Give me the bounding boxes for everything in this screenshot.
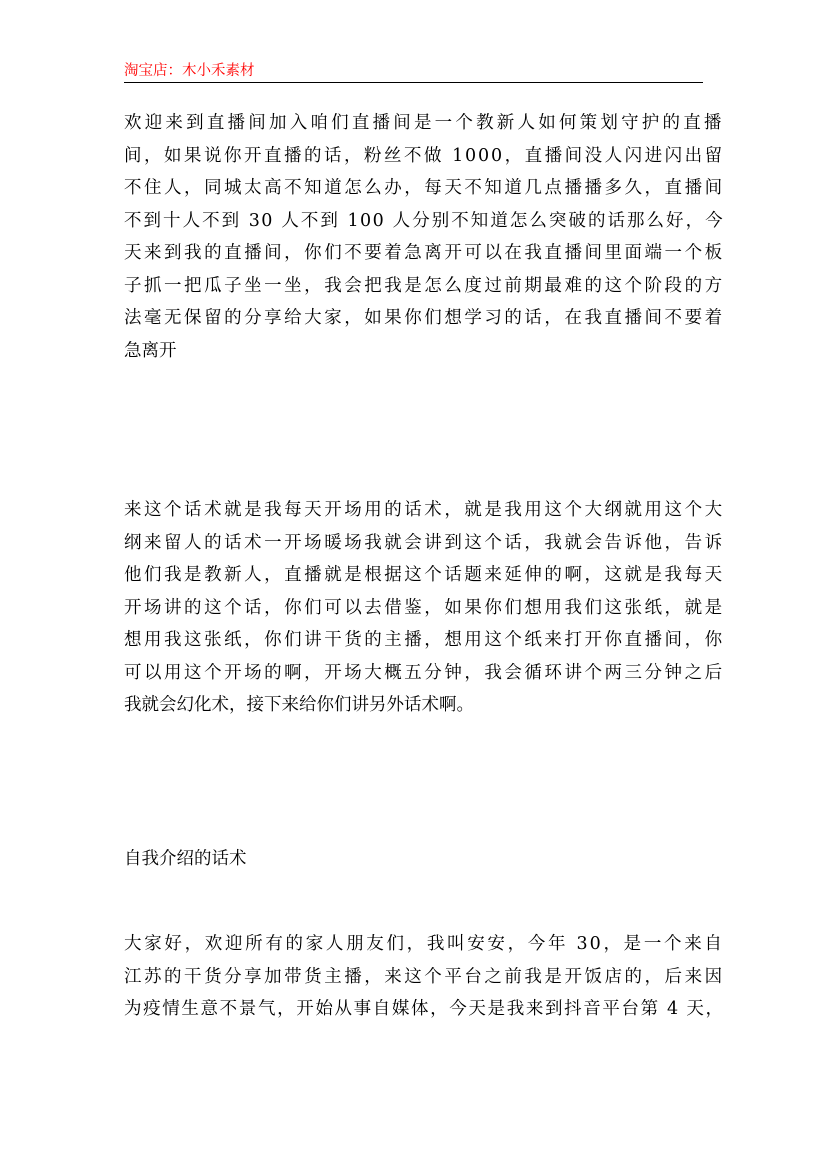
text-line: 天来到我的直播间，你们不要着急离开可以在我直播间里面端一个板 (124, 243, 724, 263)
paragraph-explanation (124, 494, 724, 722)
text-line: 不到十人不到 30 人不到 100 人分别不知道怎么突破的话那么好，今 (124, 210, 724, 231)
text-line: 来这个话术就是我每天开场用的话术，就是我用这个大纲就用这个大 (124, 500, 724, 520)
text-line: 江苏的干货分享加带货主播，来这个平台之前我是开饭店的，后来因 (124, 966, 724, 987)
text-line: 想用我这张纸，你们讲干货的主播，想用这个纸来打开你直播间，你 (124, 630, 724, 650)
text-line: 大家好，欢迎所有的家人朋友们，我叫安安，今年 30，是一个来自 (124, 934, 724, 954)
paragraph-opening (124, 107, 724, 367)
text-line: 纲来留人的话术一开场暖场我就会讲到这个话，我就会告诉他，告诉 (124, 532, 724, 553)
heading-text: 自我介绍的话术 (124, 849, 247, 869)
text-line: 欢迎来到直播间加入咱们直播间是一个教新人如何策划守护的直播 (124, 113, 724, 133)
text-line: 子抓一把瓜子坐一坐，我会把我是怎么度过前期最难的这个阶段的方 (124, 275, 724, 296)
text-line: 可以用这个开场的啊，开场大概五分钟，我会循环讲个两三分钟之后 (124, 662, 724, 683)
text-line: 他们我是教新人，直播就是根据这个话题来延伸的啊，这就是我每天 (124, 565, 724, 585)
text-line: 间，如果说你开直播的话，粉丝不做 1000，直播间没人闪进闪出留 (124, 145, 724, 166)
section-heading (124, 843, 704, 876)
text-line: 急离开 (124, 340, 177, 361)
text-line: 开场讲的这个话，你们可以去借鉴，如果你们想用我们这张纸，就是 (124, 597, 724, 618)
text-line: 不住人，同城太高不知道怎么办，每天不知道几点播播多久，直播间 (124, 178, 724, 198)
text-line: 我就会幻化术，接下来给你们讲另外话术啊。 (124, 695, 474, 715)
page-header (124, 60, 703, 83)
text-line: 为疫情生意不景气，开始从事自媒体，今天是我来到抖音平台第 4 天， (124, 999, 724, 1019)
paragraph-self-intro (124, 928, 724, 1026)
text-line: 法毫无保留的分享给大家，如果你们想学习的话，在我直播间不要着 (124, 308, 724, 328)
shop-name: 淘宝店：木小禾素材 (124, 63, 255, 79)
